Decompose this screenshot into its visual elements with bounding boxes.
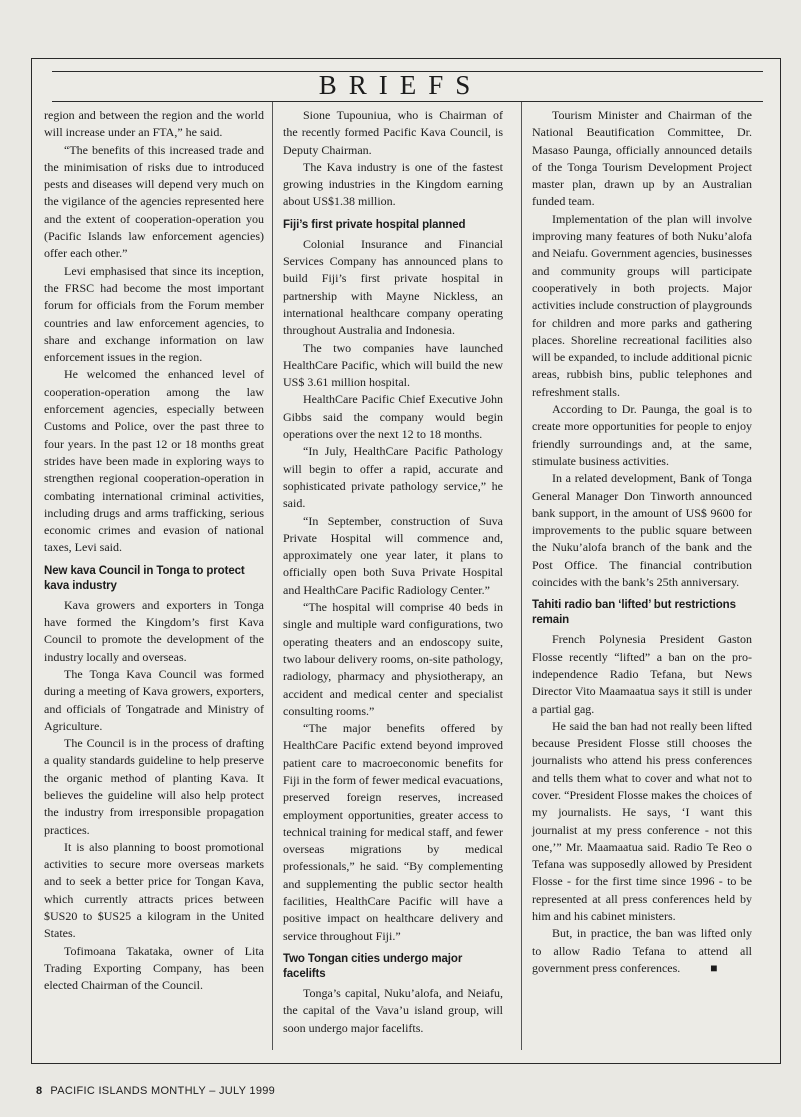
- headline: [283, 952, 503, 982]
- paragraph-text: HealthCare Pacific Chief Executive John Gibbs said the company would begin operations over the next 12 to 18 months.: [283, 392, 503, 442]
- paragraph: [44, 263, 264, 367]
- paragraph: [532, 470, 752, 591]
- paragraph: [283, 513, 503, 599]
- article-column-2: [283, 107, 503, 1037]
- paragraph-text: “The hospital will comprise 40 beds in single and multiple ward configurations, two operating theaters and an endoscopy suite, two labour delivery rooms, on-site pathology, radiology, pharmacy and physiotherapy, an accident and medical center and specialist consulting rooms.”: [283, 600, 503, 718]
- paragraph: [44, 597, 264, 666]
- article-column-1: [44, 107, 264, 995]
- paragraph: [283, 340, 503, 392]
- section-title: BRIEFS: [318, 70, 483, 100]
- paragraph: [283, 599, 503, 720]
- headline-text: New kava Council in Tonga to protect kava industry: [44, 564, 245, 592]
- page-footer: [36, 1085, 275, 1097]
- paragraph-text: Colonial Insurance and Financial Services Company has announced plans to build Fiji’s first private hospital in partnership with Mayne Nickless, an international healthcare company operating throughout Australia and Indonesia.: [283, 236, 503, 338]
- paragraph-text: Tofimoana Takataka, owner of Lita Trading Exporting Company, has been elected Chairman of the Council.: [44, 943, 264, 993]
- end-square-icon: ■: [710, 960, 718, 975]
- paragraph-text: French Polynesia President Gaston Flosse recently “lifted” a ban on the pro-independence Radio Tefana, but News Director Vito Maamaatua says it still is under a partial gag.: [532, 632, 752, 716]
- paragraph: [44, 943, 264, 995]
- paragraph: [532, 925, 752, 977]
- paragraph: [532, 631, 752, 717]
- paragraph: [532, 401, 752, 470]
- column-divider-1: [272, 102, 273, 1050]
- headline: [44, 564, 264, 594]
- headline-text: Two Tongan cities undergo major facelifts: [283, 952, 463, 980]
- paragraph-text: Kava growers and exporters in Tonga have formed the Kingdom’s first Kava Council to promote the development of the industry locally and overseas.: [44, 597, 264, 664]
- paragraph-text: Tourism Minister and Chairman of the National Beautification Committee, Dr. Masaso Paunga, officially announced details of the Tonga Tourism Development Project master plan, drawn up by an Australian funded team.: [532, 108, 752, 209]
- paragraph-text: In a related development, Bank of Tonga General Manager Don Tinworth announced bank support, in the amount of US$ 9600 for improvements to the public square between the Nuku’alofa branch of the bank and the Post Office. The financial contribution coincides with the bank’s 25th anniversary.: [532, 471, 752, 590]
- paragraph: [44, 142, 264, 263]
- paragraph: [283, 236, 503, 340]
- paragraph: [44, 839, 264, 943]
- headline: [283, 218, 503, 233]
- paragraph-text: “The major benefits offered by HealthCare Pacific extend beyond improved patient care to macroeconomic benefits for Fiji in the form of fewer medical evacuations, preserved foreign reserves, increased employment opportunities, greater access to technical training for medical staff, and fewer overseas migrations by medical professionals,” he said. “By complementing and supplementing the public sector health facilities, HealthCare Pacific will have a positive impact on healthcare delivery and service throughout Fiji.”: [283, 721, 503, 943]
- paragraph: [283, 391, 503, 443]
- column-divider-2: [521, 102, 522, 1050]
- paragraph-text: But, in practice, the ban was lifted only to allow Radio Tefana to attend all government press conferences.: [532, 926, 752, 975]
- paragraph: [283, 443, 503, 512]
- paragraph-text: Levi emphasised that since its inception, the FRSC had become the most important forum for officials from the Forum member countries and law enforcement agencies, to share and exchange information on law enforcement issues in the region.: [44, 263, 264, 365]
- paragraph: [283, 985, 503, 1037]
- paragraph: [44, 735, 264, 839]
- paragraph: [283, 720, 503, 945]
- title-rule-bottom: [52, 101, 763, 102]
- paragraph-text: According to Dr. Paunga, the goal is to create more opportunities for people to enjoy friendly surroundings and, at the same, stimulate business activities.: [532, 402, 752, 468]
- paragraph-text: The Tonga Kava Council was formed during a meeting of Kava growers, exporters, and officials of Tongatrade and Ministry of Agriculture.: [44, 666, 264, 733]
- paragraph-text: He said the ban had not really been lifted because President Flosse still chooses the journalists who attend his press conferences and tells them what to cover and what not to cover. “President Flosse makes the choices of my journalists. He says, ‘I want this journalist at my press conference - not this one,’” Mr. Maamaatua said. Radio Te Reo o Tefana was supposedly allowed by President Flosse - for the first time since 1996 - to be represented at all press conferences held by him and his cabinet ministers.: [532, 718, 752, 924]
- paragraph-text: It is also planning to boost promotional activities to secure more overseas markets and to seek a better price for Tongan Kava, which currently attracts prices between $US20 to $US25 a kilogram in the United States.: [44, 839, 264, 941]
- paragraph: [283, 107, 503, 159]
- footer-text: PACIFIC ISLANDS MONTHLY – JULY 1999: [50, 1085, 276, 1097]
- paragraph: [283, 159, 503, 211]
- paragraph: [532, 107, 752, 211]
- paragraph-text: Implementation of the plan will involve improving many features of both Nuku’alofa and Neiafu. Government agencies, businesses and community groups will participate cooperatively in both projects. Major activities include construction of playgrounds for children and more parks and gathering places. Shoreline recreational facilities also will be expanded, to include additional picnic areas, rubbish bins, public telephones and refreshment stalls.: [532, 211, 752, 399]
- paragraph-text: The two companies have launched HealthCare Pacific, which will build the new US$ 3.61 million hospital.: [283, 340, 503, 390]
- headline-text: Tahiti radio ban ‘lifted’ but restrictions remain: [532, 599, 736, 627]
- paragraph: [44, 107, 264, 142]
- paragraph: [532, 718, 752, 926]
- paragraph: [44, 366, 264, 556]
- paragraph-text: Tonga’s capital, Nuku’alofa, and Neiafu, the capital of the Vava’u island group, will soon undergo major facelifts.: [283, 985, 503, 1035]
- paragraph: [44, 666, 264, 735]
- paragraph-text: region and between the region and the world will increase under an FTA,” he said.: [44, 108, 264, 140]
- article-column-3: [532, 107, 752, 977]
- paragraph-text: The Council is in the process of drafting a quality standards guideline to help preserve the organic method of planting Kava. It believes the guideline will also help protect the industry from irresponsible propagation practices.: [44, 736, 264, 837]
- paragraph-text: “The benefits of this increased trade and the minimisation of risks due to introduced pests and diseases will depend very much on the vigilance of the agencies represented here and the extent of cooperation-operation you (Pacific Islands law enforcement agencies) offer each other.”: [44, 142, 264, 261]
- paragraph-text: Sione Tupouniua, who is Chairman of the recently formed Pacific Kava Council, is Deputy Chairman.: [283, 108, 503, 157]
- headline: [532, 598, 752, 628]
- paragraph: [532, 211, 752, 401]
- paragraph-text: He welcomed the enhanced level of cooperation-operation among the law enforcement agencies, especially between Customs and Police, over the past three to four years. In the past 12 or 18 months great strides have been made in exploring ways to strengthen regional cooperation-operation in combating international criminal activities, including drugs and arms trafficking, serious economic crimes and evasion of national taxes, Levi said.: [44, 367, 264, 555]
- page-number: 8: [36, 1085, 43, 1097]
- paragraph-text: The Kava industry is one of the fastest growing industries in the Kingdom earning about US$1.38 million.: [283, 159, 503, 209]
- paragraph-text: “In July, HealthCare Pacific Pathology will begin to offer a rapid, accurate and sophisticated private pathology service,” he said.: [283, 444, 503, 511]
- headline-text: Fiji’s first private hospital planned: [283, 218, 466, 231]
- paragraph-text: “In September, construction of Suva Private Hospital will commence and, approximately one year later, it plans to officially open both Suva Private Hospital and HealthCare Pacific Radiology Center.”: [283, 513, 503, 597]
